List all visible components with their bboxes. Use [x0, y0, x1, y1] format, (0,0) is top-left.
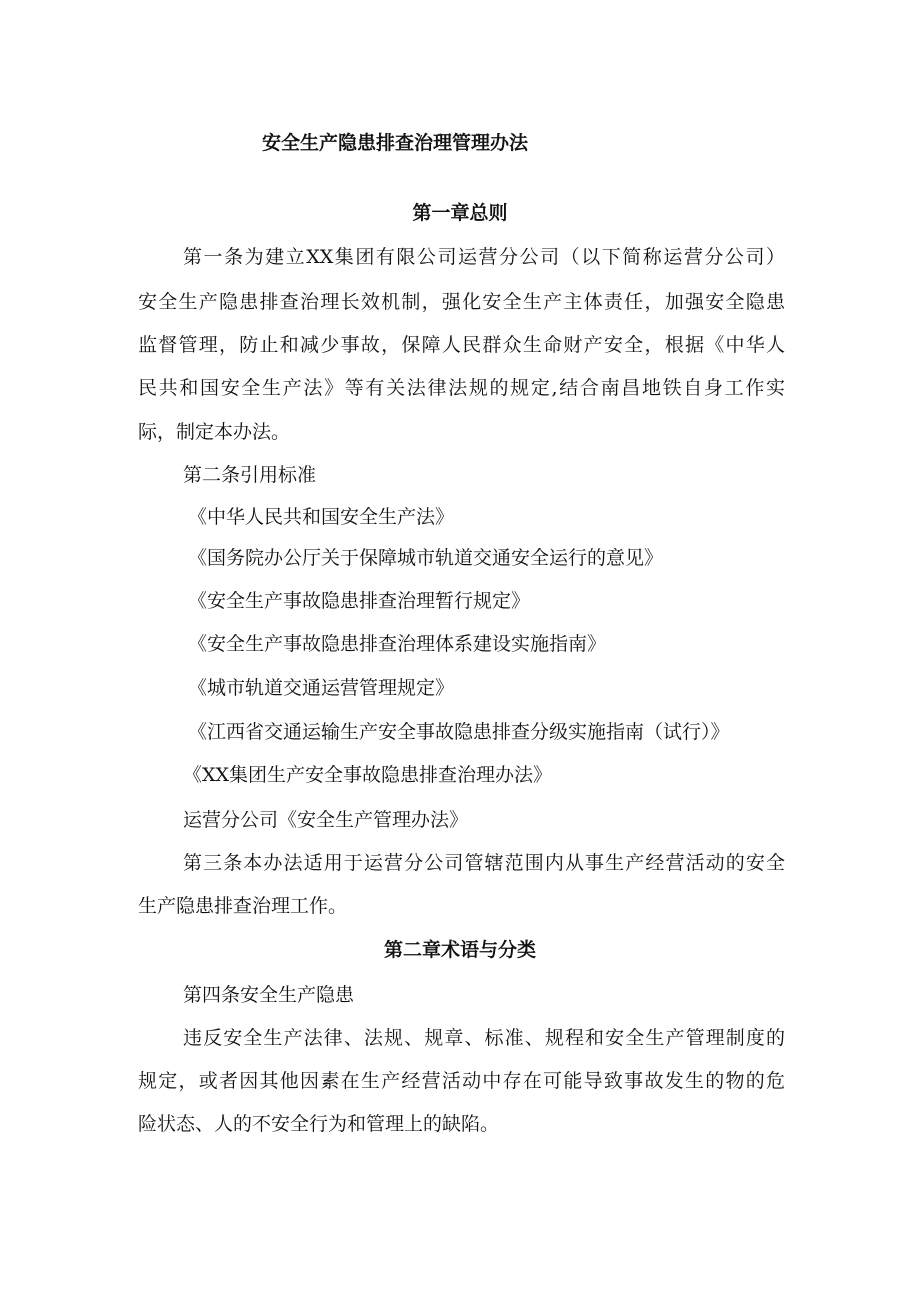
- article-heading: 第四条安全生产隐患: [183, 984, 355, 1006]
- document-title: 安全生产隐患排查治理管理办法: [262, 132, 529, 154]
- reference-item: 《国务院办公厅关于保障城市轨道交通安全运行的意见》: [188, 547, 664, 569]
- paragraph-line: 际，制定本办法。: [138, 421, 291, 443]
- reference-item: 《安全生产事故隐患排查治理暂行规定》: [188, 590, 531, 612]
- article-heading: 第二条引用标准: [183, 464, 317, 486]
- paragraph-line: 生产隐患排查治理工作。: [138, 895, 348, 917]
- paragraph-line: 民共和国安全生产法》等有关法律法规的规定,结合南昌地铁自身工作实: [138, 377, 785, 399]
- paragraph-line: 监督管理，防止和减少事故，保障人民群众生命财产安全，根据《中华人: [138, 334, 785, 356]
- reference-item: 《城市轨道交通运营管理规定》: [188, 677, 455, 699]
- chapter-heading: 第二章术语与分类: [383, 939, 536, 961]
- reference-item: 《XX集团生产安全事故隐患排查治理办法》: [183, 764, 553, 786]
- paragraph-line: 险状态、人的不安全行为和管理上的缺陷。: [138, 1113, 500, 1135]
- paragraph-line: 第一条为建立XX集团有限公司运营分公司（以下简称运营分公司）: [183, 246, 785, 268]
- reference-item: 《江西省交通运输生产安全事故隐患排查分级实施指南（试行）》: [188, 721, 730, 743]
- reference-item: 《中华人民共和国安全生产法》: [188, 506, 455, 528]
- paragraph-line: 规定，或者因其他因素在生产经营活动中存在可能导致事故发生的物的危: [138, 1070, 785, 1092]
- reference-item: 《安全生产事故隐患排查治理体系建设实施指南》: [188, 633, 607, 655]
- paragraph-line: 安全生产隐患排查治理长效机制，强化安全生产主体责任，加强安全隐患: [138, 291, 785, 313]
- chapter-heading: 第一章总则: [412, 202, 508, 224]
- paragraph-line: 第三条本办法适用于运营分公司管辖范围内从事生产经营活动的安全: [183, 852, 785, 874]
- reference-item: 运营分公司《安全生产管理办法》: [183, 809, 469, 831]
- paragraph-line: 违反安全生产法律、法规、规章、标准、规程和安全生产管理制度的: [183, 1027, 785, 1049]
